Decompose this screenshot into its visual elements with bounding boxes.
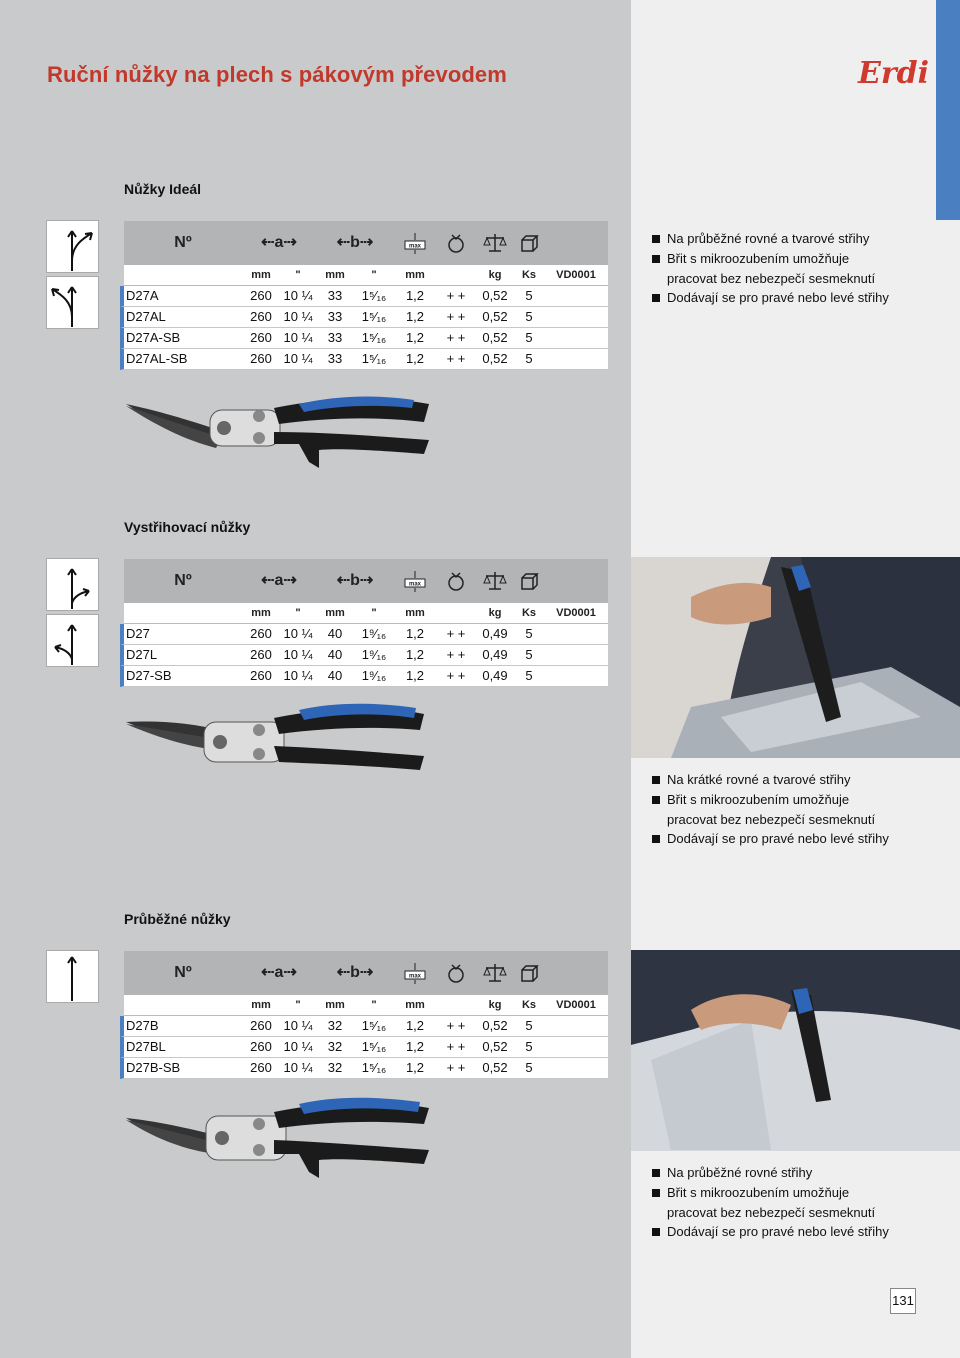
pack-qty: 5 [525,1018,533,1033]
spec-table-idealni [124,221,608,370]
feature-item: Na krátké rovné a tvarové střihy [652,770,889,790]
section-title-vystrihovaci: Vystřihovací nůžky [124,519,251,535]
weight: 0,52 [482,1039,508,1054]
max-thickness: 1,2 [405,1018,425,1033]
cut-direction-left-icon [46,276,99,329]
table-row [120,1058,608,1079]
header-cut-b: ⇠b⇢ [336,572,374,589]
material-rating: + + [446,288,466,303]
length-mm: 260 [250,1060,272,1075]
max-thickness: 1,2 [405,330,425,345]
article-number: D27 [126,626,150,641]
cut-direction-straight-icon [46,950,99,1003]
package-box-icon [514,221,544,265]
unit-ks: Ks [521,269,537,281]
cut-mm: 33 [327,351,343,366]
spec-table-prubezne [124,951,608,1079]
cut-mm: 40 [327,647,343,662]
header-a-label: a [274,234,284,251]
unit-b-in: " [371,269,377,281]
unit-max: mm [405,607,425,619]
units-row [124,603,608,624]
pack-qty: 5 [525,647,533,662]
table-row [120,328,608,349]
weight: 0,52 [482,288,508,303]
length-inch: 10 ¼ [283,288,313,303]
article-number: D27-SB [126,668,172,683]
cut-inch: 1⁹⁄₁₆ [361,626,387,641]
material-rating: + + [446,1060,466,1075]
header-b-label: b [350,964,360,981]
cut-inch: 1⁹⁄₁₆ [361,668,387,683]
cut-inch: 1⁵⁄₁₆ [361,351,387,366]
max-label: max [408,973,422,980]
header-length-a: ⇠a⇢ [261,964,297,981]
pack-qty: 5 [525,351,533,366]
length-mm: 260 [250,309,272,324]
section-title-prubezne: Průběžné nůžky [124,911,231,927]
cut-direction-right-icon [46,558,99,611]
table-row [120,307,608,328]
max-thickness: 1,2 [405,647,425,662]
length-inch: 10 ¼ [283,1039,313,1054]
cut-inch: 1⁵⁄₁₆ [361,330,387,345]
unit-b-in: " [371,999,377,1011]
material-rating: + + [446,309,466,324]
cr-mo-steel-icon [436,559,476,603]
header-nr: Nº [174,234,192,251]
cut-inch: 1⁵⁄₁₆ [361,1060,387,1075]
max-thickness-icon [394,559,436,603]
weight-scale-icon [476,221,514,265]
unit-vd: VD0001 [556,999,596,1011]
header-cut-b: ⇠b⇢ [336,964,374,981]
article-number: D27AL-SB [126,351,188,366]
feature-item: Břit s mikroozubením umožňuje pracovat bez nebezpečí sesmeknutí [652,249,889,289]
length-inch: 10 ¼ [283,647,313,662]
weight: 0,49 [482,647,508,662]
length-mm: 260 [250,647,272,662]
table-row [120,349,608,370]
unit-ks: Ks [521,607,537,619]
cut-inch: 1⁵⁄₁₆ [361,1018,387,1033]
header-b-label: b [350,234,360,251]
material-rating: + + [446,647,466,662]
length-mm: 260 [250,668,272,683]
feature-item: Břit s mikroozubením umožňuje pracovat bez nebezpečí sesmeknutí [652,790,889,830]
spec-table-header [124,559,608,603]
length-inch: 10 ¼ [283,1060,313,1075]
package-box-icon [514,951,544,995]
unit-b-mm: mm [325,999,345,1011]
cut-inch: 1⁵⁄₁₆ [361,309,387,324]
header-a-label: a [274,964,284,981]
spec-table-vystrihovaci [124,559,608,687]
max-thickness-icon [394,951,436,995]
photo-cutting-duct [631,950,960,1151]
table-row [120,624,608,645]
weight-scale-icon [476,559,514,603]
max-thickness: 1,2 [405,1039,425,1054]
material-rating: + + [446,626,466,641]
cut-mm: 40 [327,626,343,641]
unit-max: mm [405,999,425,1011]
unit-a-mm: mm [251,269,271,281]
cut-mm: 32 [327,1060,343,1075]
max-thickness: 1,2 [405,1060,425,1075]
length-inch: 10 ¼ [283,351,313,366]
length-inch: 10 ¼ [283,668,313,683]
length-mm: 260 [250,1039,272,1054]
feature-item: Na průběžné rovné střihy [652,1163,889,1183]
weight: 0,52 [482,351,508,366]
unit-vd: VD0001 [556,607,596,619]
unit-a-mm: mm [251,607,271,619]
length-mm: 260 [250,351,272,366]
feature-item: Dodávají se pro pravé nebo levé střihy [652,288,889,308]
cut-mm: 33 [327,288,343,303]
cut-mm: 33 [327,330,343,345]
table-row [120,286,608,307]
article-number: D27A [126,288,159,303]
length-inch: 10 ¼ [283,330,313,345]
weight: 0,49 [482,668,508,683]
length-mm: 260 [250,1018,272,1033]
header-length-a: ⇠a⇢ [261,234,297,251]
cut-direction-right-icon [46,220,99,273]
header-a-label: a [274,572,284,589]
brand-logo: Erdi [858,56,930,91]
max-label: max [408,581,422,588]
max-thickness-icon [394,221,436,265]
pack-qty: 5 [525,626,533,641]
feature-item: Na průběžné rovné a tvarové střihy [652,229,889,249]
cut-mm: 33 [327,309,343,324]
table-row [120,1016,608,1037]
article-number: D27A-SB [126,330,181,345]
cut-mm: 32 [327,1039,343,1054]
header-b-label: b [350,572,360,589]
feature-item: Dodávají se pro pravé nebo levé střihy [652,1222,889,1242]
accent-bar [936,0,960,220]
cr-mo-steel-icon [436,221,476,265]
page-title: Ruční nůžky na plech s pákovým převodem [47,62,507,87]
page-number: 131 [890,1288,916,1314]
units-row [124,995,608,1016]
spec-table-header [124,221,608,265]
max-thickness: 1,2 [405,351,425,366]
unit-ks: Ks [521,999,537,1011]
material-rating: + + [446,330,466,345]
article-number: D27AL [126,309,166,324]
article-number: D27B [126,1018,159,1033]
cut-inch: 1⁵⁄₁₆ [361,1039,387,1054]
unit-b-in: " [371,607,377,619]
length-inch: 10 ¼ [283,626,313,641]
material-rating: + + [446,351,466,366]
tin-snips-straight-image [124,1092,434,1182]
tin-snips-ideal-image [124,392,434,472]
article-number: D27B-SB [126,1060,181,1075]
pack-qty: 5 [525,330,533,345]
weight: 0,52 [482,330,508,345]
cr-mo-steel-icon [436,951,476,995]
feature-item: Břit s mikroozubením umožňuje pracovat bez nebezpečí sesmeknutí [652,1183,889,1223]
feature-list [652,1163,889,1242]
length-inch: 10 ¼ [283,1018,313,1033]
photo-cutting-sheet-metal [631,557,960,758]
length-mm: 260 [250,626,272,641]
header-nr: Nº [174,572,192,589]
pack-qty: 5 [525,1060,533,1075]
article-number: D27BL [126,1039,166,1054]
unit-a-mm: mm [251,999,271,1011]
cut-inch: 1⁹⁄₁₆ [361,647,387,662]
cut-mm: 32 [327,1018,343,1033]
max-thickness: 1,2 [405,288,425,303]
material-rating: + + [446,1018,466,1033]
article-number: D27L [126,647,158,662]
unit-max: mm [405,269,425,281]
unit-vd: VD0001 [556,269,596,281]
cut-inch: 1⁵⁄₁₆ [361,288,387,303]
unit-b-mm: mm [325,269,345,281]
units-row [124,265,608,286]
feature-list [652,229,889,308]
cut-mm: 40 [327,668,343,683]
tin-snips-aviation-image [124,700,434,780]
header-nr: Nº [174,964,192,981]
max-thickness: 1,2 [405,626,425,641]
material-rating: + + [446,1039,466,1054]
unit-b-mm: mm [325,607,345,619]
unit-kg: kg [488,607,502,619]
cut-direction-left-icon [46,614,99,667]
weight: 0,49 [482,626,508,641]
package-box-icon [514,559,544,603]
table-row [120,666,608,687]
table-row [120,645,608,666]
feature-item: Dodávají se pro pravé nebo levé střihy [652,829,889,849]
max-label: max [408,243,422,250]
weight: 0,52 [482,1018,508,1033]
header-length-a: ⇠a⇢ [261,572,297,589]
table-row [120,1037,608,1058]
unit-a-in: " [295,269,301,281]
unit-kg: kg [488,269,502,281]
unit-kg: kg [488,999,502,1011]
pack-qty: 5 [525,288,533,303]
material-rating: + + [446,668,466,683]
max-thickness: 1,2 [405,668,425,683]
feature-list [652,770,889,849]
header-cut-b: ⇠b⇢ [336,234,374,251]
length-mm: 260 [250,330,272,345]
pack-qty: 5 [525,668,533,683]
pack-qty: 5 [525,1039,533,1054]
length-inch: 10 ¼ [283,309,313,324]
weight: 0,52 [482,309,508,324]
unit-a-in: " [295,999,301,1011]
pack-qty: 5 [525,309,533,324]
section-title-idealni: Nůžky Ideál [124,181,202,197]
max-thickness: 1,2 [405,309,425,324]
spec-table-header [124,951,608,995]
unit-a-in: " [295,607,301,619]
length-mm: 260 [250,288,272,303]
weight-scale-icon [476,951,514,995]
weight: 0,52 [482,1060,508,1075]
